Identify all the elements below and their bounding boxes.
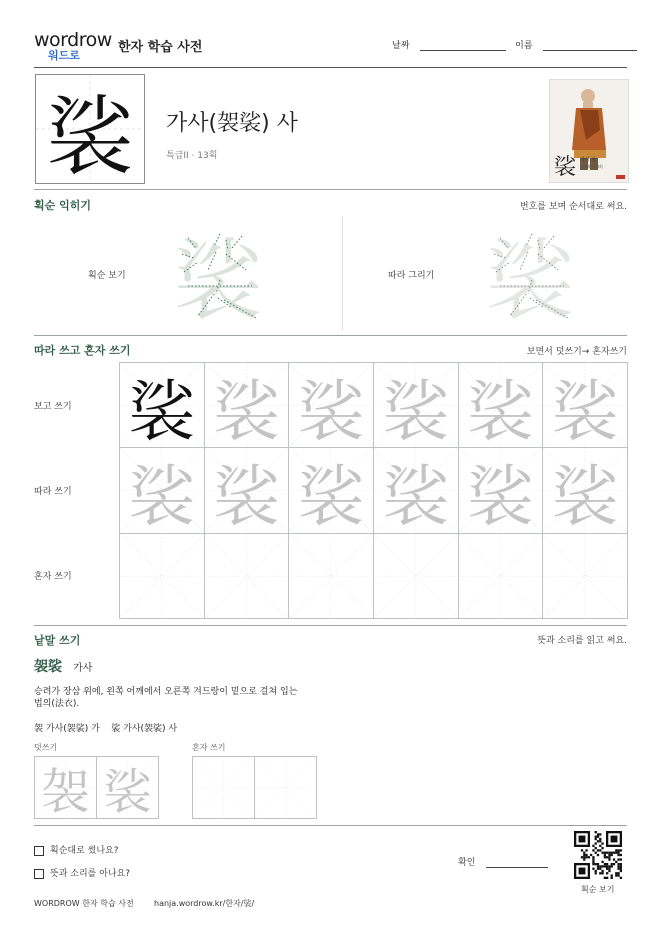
stroke-view-label: 획순 보기 [88, 271, 126, 281]
cell-guides [374, 534, 458, 618]
checkbox-stroke[interactable] [34, 846, 44, 856]
model-character: 裟 [128, 372, 195, 450]
trace-cell[interactable] [458, 447, 544, 533]
stroke-order-diagram [168, 224, 268, 332]
trace-character: 裟 [467, 458, 534, 535]
cell-guides [255, 757, 316, 818]
app-title: 한자 학습 사전 [118, 40, 203, 55]
practice-section-hint: 보면서 덧쓰기→ 혼자쓰기 [526, 347, 627, 357]
stroke-section-title: 획순 익히기 [34, 199, 91, 212]
solo-write-cell[interactable] [542, 533, 628, 619]
thumbnail-badge [616, 175, 625, 179]
thumbnail-line-1: 가사 사 [580, 157, 597, 163]
word-trace-character: 裟 [103, 764, 152, 820]
cell-guides [193, 757, 254, 818]
word-divider [34, 825, 627, 826]
word-hanja: 袈裟 [34, 659, 62, 675]
word-reading: 가사 [73, 663, 93, 674]
solo-write-cell[interactable] [458, 533, 544, 619]
trace-cell[interactable] [542, 447, 628, 533]
cell-guides [120, 534, 204, 618]
hero-thumbnail[interactable] [549, 79, 629, 183]
stroke-divider [34, 335, 627, 336]
stroke-order-character: 裟 [173, 229, 262, 332]
cell-guides [459, 534, 543, 618]
logo[interactable] [34, 29, 112, 64]
trace-character: 裟 [382, 372, 449, 450]
word-section-hint: 뜻과 소리를 읽고 써요. [537, 636, 627, 646]
word-trace-label: 덧쓰기 [34, 743, 58, 752]
word-trace-cell[interactable] [34, 756, 97, 819]
trace-cell[interactable] [373, 447, 459, 533]
check-item-stroke[interactable] [34, 843, 119, 856]
word-trace-cell[interactable] [96, 756, 159, 819]
stroke-trace-area[interactable] [480, 224, 580, 332]
trace-cell[interactable] [204, 447, 290, 533]
hero-character-box [35, 74, 145, 187]
solo-write-cell[interactable] [373, 533, 459, 619]
trace-character: 裟 [298, 458, 365, 535]
practice-divider [34, 625, 627, 626]
word-trace-grid [34, 756, 158, 818]
hero-heading: 가사(袈裟) 사 [166, 111, 298, 136]
cell-guides [543, 534, 627, 618]
stroke-trace-character: 裟 [485, 229, 574, 332]
thumbnail-character: 裟 [554, 155, 577, 180]
trace-cell[interactable] [119, 447, 205, 533]
date-field[interactable] [420, 40, 506, 51]
practice-grid [119, 362, 627, 618]
word-solo-grid [192, 756, 318, 818]
word-trace-character: 袈 [41, 764, 90, 820]
practice-section-title: 따라 쓰고 혼자 쓰기 [34, 344, 131, 357]
row-label-look: 보고 쓰기 [34, 402, 72, 412]
name-label: 이름 [515, 41, 533, 51]
confirm-label: 확인 [458, 858, 476, 868]
logo-korean: 워드로 [48, 49, 80, 62]
trace-cell[interactable] [204, 362, 290, 448]
confirm-field[interactable] [486, 857, 548, 868]
date-label: 날짜 [392, 41, 410, 51]
trace-cell[interactable] [458, 362, 544, 448]
qr-code-image [574, 831, 622, 879]
word-definition-2: 법의(法衣). [34, 699, 80, 709]
solo-write-cell[interactable] [204, 533, 290, 619]
trace-character: 裟 [382, 458, 449, 535]
footer-url[interactable]: hanja.wordrow.kr/한자/裟/ [154, 899, 255, 908]
check-label-stroke: 획순대로 썼나요? [50, 846, 119, 856]
stroke-section-hint: 번호를 보며 순서대로 써요. [519, 202, 627, 212]
trace-cell[interactable] [373, 362, 459, 448]
name-field[interactable] [543, 40, 637, 51]
hero-meta: 특급II · 13획 [166, 151, 218, 161]
qr-code[interactable] [574, 831, 622, 879]
trace-character: 裟 [213, 372, 280, 450]
stroke-trace-dots [480, 224, 580, 332]
check-item-meaning[interactable] [34, 866, 130, 879]
stroke-trace-label: 따라 그리기 [388, 271, 435, 281]
trace-character: 裟 [552, 458, 619, 535]
model-cell[interactable] [119, 362, 205, 448]
trace-cell[interactable] [542, 362, 628, 448]
word-section-title: 낱말 쓰기 [34, 634, 81, 647]
trace-character: 裟 [128, 458, 195, 535]
trace-character: 裟 [298, 372, 365, 450]
trace-character: 裟 [552, 372, 619, 450]
checkbox-meaning[interactable] [34, 869, 44, 879]
solo-write-cell[interactable] [119, 533, 205, 619]
stroke-order-dots [168, 224, 268, 332]
word-solo-cell[interactable] [254, 756, 317, 819]
trace-character: 裟 [213, 458, 280, 535]
cell-guides [289, 534, 373, 618]
trace-cell[interactable] [288, 447, 374, 533]
logo-wordrow: wordrow [34, 29, 112, 51]
trace-cell[interactable] [288, 362, 374, 448]
word-definition-1: 승려가 장삼 위에, 왼쪽 어깨에서 오른쪽 겨드랑이 밑으로 걸쳐 입는 [34, 687, 298, 697]
hero-divider [34, 189, 627, 190]
word-breakdown: 袈 가사(袈裟) 가 裟 가사(袈裟) 사 [34, 724, 178, 734]
qr-label: 획순 보기 [581, 885, 615, 894]
stroke-section-separator [342, 216, 343, 330]
check-label-meaning: 뜻과 소리를 아나요? [50, 869, 131, 879]
word-solo-cell[interactable] [192, 756, 255, 819]
word-solo-label: 혼자 쓰기 [192, 743, 226, 752]
trace-character: 裟 [467, 372, 534, 450]
solo-write-cell[interactable] [288, 533, 374, 619]
hero-character: 裟 [47, 87, 133, 187]
cell-guides [205, 534, 289, 618]
footer-brand: WORDROW 한자 학습 사전 [34, 899, 134, 908]
row-label-solo: 혼자 쓰기 [34, 572, 72, 582]
row-label-trace: 따라 쓰기 [34, 487, 72, 497]
thumbnail-line-2: 특급II · 13획 [580, 164, 603, 169]
